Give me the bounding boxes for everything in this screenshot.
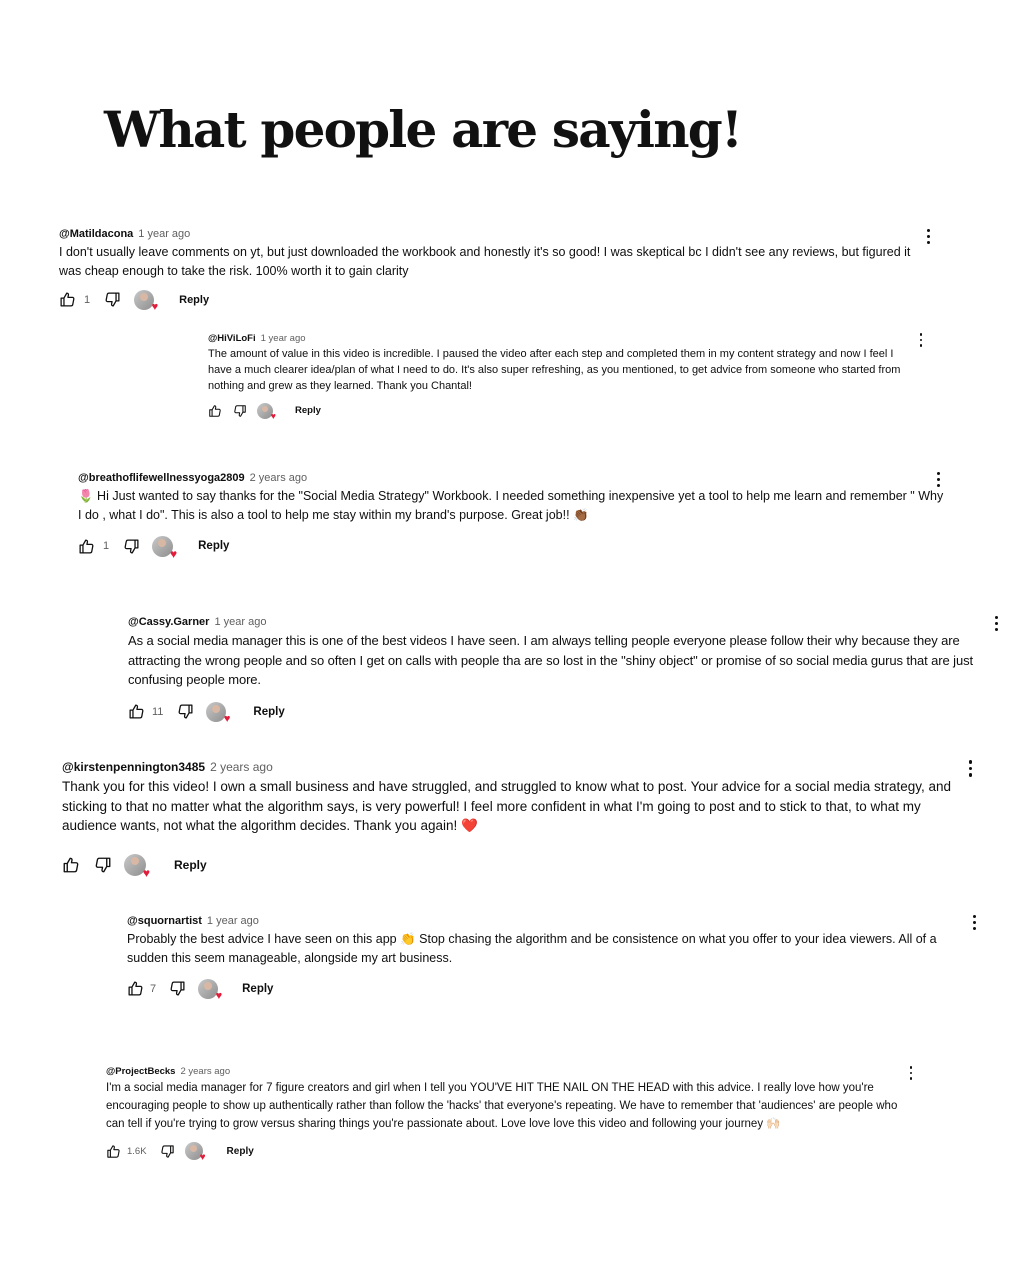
comment-text: Probably the best advice I have seen on this app 👏 Stop chasing the algorithm and be consistence on what you offer to your idea viewers. All of a sudden this seem manageable, alongside my art business. [127, 932, 937, 965]
comment-author[interactable]: @HiViLoFi [208, 333, 256, 344]
thumbs-down-icon[interactable] [123, 538, 140, 555]
comment [62, 760, 974, 880]
comment-actions [127, 979, 979, 1002]
like-count: 7 [150, 982, 157, 995]
thumbs-up-icon[interactable] [62, 856, 80, 874]
page-title: What people are saying! [104, 100, 742, 159]
creator-avatar [152, 536, 178, 561]
comment-author[interactable]: @breathoflifewellnessyoga2809 [78, 472, 245, 484]
comment-actions [62, 854, 974, 880]
comment-time[interactable]: 2 years ago [249, 472, 308, 484]
kebab-menu-icon[interactable] [920, 333, 923, 347]
reply-button[interactable]: Reply [174, 857, 207, 872]
like-count: 11 [152, 705, 164, 718]
comment-text: The amount of value in this video is incredible. I paused the video after each step and completed them in my content strategy and now I feel I have a much clearer idea/plan of what I need to do. It's also super refreshing, as you mentioned, to get advice from someone who started from nothing and grew as they learned. Thank you Chantal! [208, 348, 901, 392]
comment-header [128, 616, 1004, 628]
comment-actions [208, 403, 916, 419]
comment-text: I'm a social media manager for 7 figure creators and girl when I tell you YOU'VE HIT THE NAIL ON THE HEAD with this advice. I really love how you're encouraging people to show up authentically rather than follow the 'hacks' that everyone's repeating. We have to remember that 'audiences' are people who can tell if you're trying to grow versus sharing things you're passionate about. Love love love this video and following your journey 🙌🏻 [106, 1082, 898, 1130]
comment-actions [78, 536, 946, 561]
comment-header [62, 760, 974, 774]
like-count: 1 [84, 293, 91, 306]
thumbs-up-icon[interactable] [208, 404, 222, 418]
kebab-menu-icon[interactable] [973, 915, 976, 930]
comment-text: 🌷 Hi Just wanted to say thanks for the "Social Media Strategy" Workbook. I needed something inexpensive yet a tool to help me learn and remember " Why I do , what I do". This is also a tool to help me stay within my brand's purpose. Great job!! 👏🏾 [78, 489, 944, 522]
comment-header [127, 915, 979, 927]
reply-button[interactable]: Reply [179, 293, 210, 306]
kebab-menu-icon[interactable] [937, 472, 940, 487]
creator-avatar [206, 702, 231, 725]
comment [78, 472, 946, 561]
kebab-menu-icon[interactable] [927, 229, 930, 244]
comment-header [106, 1066, 916, 1077]
kebab-menu-icon[interactable] [995, 616, 998, 631]
heart-icon: ♥ [223, 712, 231, 725]
thumbs-down-icon[interactable] [104, 291, 121, 308]
comment-actions [59, 290, 912, 313]
comment [127, 915, 979, 1002]
comment-text: I don't usually leave comments on yt, but just downloaded the workbook and honestly it's so good! I was skeptical bc I didn't see any reviews, but figured it was cheap enough to take the risk. 100% worth it to gain clarity [59, 245, 911, 278]
comment-time[interactable]: 1 year ago [206, 915, 259, 927]
thumbs-down-icon[interactable] [160, 1144, 175, 1159]
comment-time[interactable]: 1 year ago [138, 228, 191, 240]
reply-button[interactable]: Reply [198, 540, 230, 552]
thumbs-up-icon[interactable] [106, 1144, 121, 1159]
comment-time[interactable]: 1 year ago [214, 616, 267, 628]
comment-text: Thank you for this video! I own a small business and have struggled, and struggled to know what to post. Your advice for a social media strategy, and sticking to that no matter what the algorithm says, is very powerful! I feel more confident in what I'm going to post and to stick to that, to what my audience wants, not what the algorithm decides. Thank you again! ❤️ [62, 779, 952, 834]
thumbs-up-icon[interactable] [78, 538, 95, 555]
comment-header [78, 472, 946, 484]
comment [208, 333, 916, 419]
thumbs-up-icon[interactable] [128, 703, 145, 720]
reply-button[interactable]: Reply [242, 982, 274, 995]
comment-header [59, 228, 912, 240]
creator-avatar [257, 403, 276, 421]
comment-actions [128, 702, 1004, 725]
comment [59, 228, 912, 313]
comment-author[interactable]: @ProjectBecks [106, 1066, 176, 1077]
comment-text: As a social media manager this is one of the best videos I have seen. I am always telling people everyone please follow their why because they are attracting the wrong people and so often I get on calls with people tha are so lost in the "shiny object" or promise of so social media gurus that are just confusing people more. [128, 633, 973, 687]
comment-author[interactable]: @kirstenpennington3485 [62, 760, 206, 774]
thumbs-down-icon[interactable] [94, 856, 112, 874]
comment [106, 1066, 916, 1164]
comment-header [208, 333, 916, 344]
reply-button[interactable]: Reply [226, 1145, 254, 1157]
comment-author[interactable]: @Cassy.Garner [128, 616, 210, 628]
thumbs-up-icon[interactable] [127, 980, 144, 997]
comment-time[interactable]: 2 years ago [180, 1066, 231, 1077]
heart-icon: ♥ [215, 989, 223, 1002]
comment-actions [106, 1142, 916, 1164]
creator-avatar [124, 854, 150, 880]
comment [128, 616, 1004, 725]
like-count: 1.6K [127, 1145, 147, 1157]
comment-author[interactable]: @squornartist [127, 915, 202, 927]
thumbs-up-icon[interactable] [59, 291, 76, 308]
thumbs-down-icon[interactable] [177, 703, 194, 720]
kebab-menu-icon[interactable] [969, 760, 973, 777]
reply-button[interactable]: Reply [253, 705, 285, 718]
heart-icon: ♥ [151, 300, 159, 313]
thumbs-down-icon[interactable] [233, 404, 247, 418]
heart-icon: ♥ [270, 410, 276, 421]
kebab-menu-icon[interactable] [910, 1066, 913, 1080]
heart-icon: ♥ [199, 1152, 206, 1164]
creator-avatar [134, 290, 159, 313]
creator-avatar [198, 979, 223, 1002]
heart-icon: ♥ [170, 546, 178, 561]
creator-avatar [185, 1142, 206, 1164]
comment-time[interactable]: 2 years ago [210, 760, 273, 774]
like-count: 1 [103, 540, 110, 552]
heart-icon: ♥ [142, 865, 150, 880]
thumbs-down-icon[interactable] [169, 980, 186, 997]
comment-time[interactable]: 1 year ago [260, 333, 306, 344]
reply-button[interactable]: Reply [295, 405, 321, 417]
comment-author[interactable]: @Matildacona [59, 228, 134, 240]
